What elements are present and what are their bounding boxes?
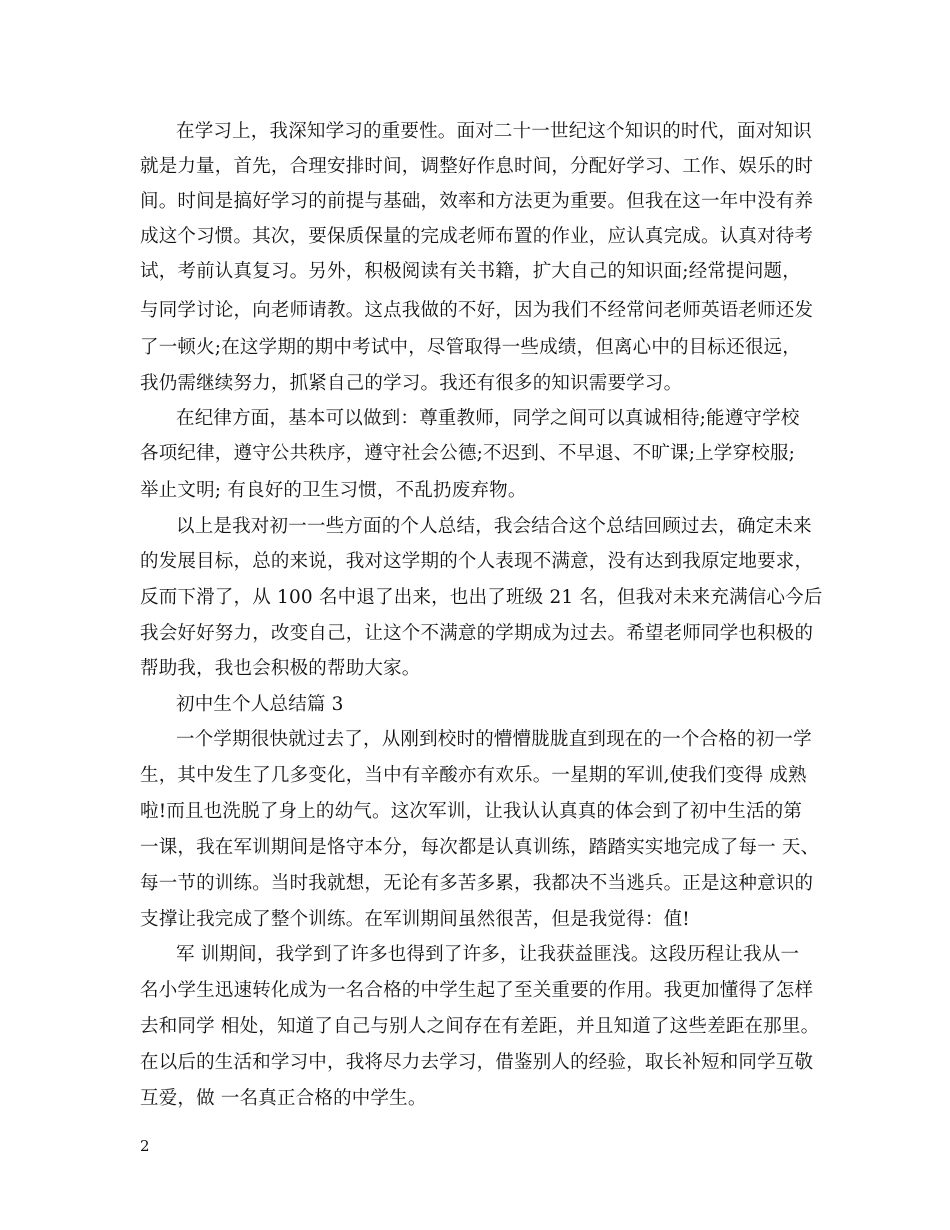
text-line: 一课，我在军训期间是恪守本分，每次都是认真训练，踏踏实实地完成了每一 天、 bbox=[140, 837, 820, 858]
text-line: 了一顿火;在这学期的期中考试中，尽管取得一些成绩，但离心中的目标还很远， bbox=[140, 337, 801, 358]
text-line: 举止文明; 有良好的卫生习惯，不乱扔废弃物。 bbox=[140, 480, 527, 501]
text-line: 去和同学 相处，知道了自己与别人之间存在有差距，并且知道了这些差距在那里。 bbox=[140, 1016, 820, 1037]
text-line: 与同学讨论，向老师请教。这点我做的不好，因为我们不经常问老师英语老师还发 bbox=[140, 300, 814, 321]
text-line: 帮助我，我也会积极的帮助大家。 bbox=[140, 658, 421, 679]
text-line: 支撑让我完成了整个训练。在军训期间虽然很苦，但是我觉得：值! bbox=[140, 909, 690, 930]
text-line: 军 训期间，我学到了许多也得到了许多，让我获益匪浅。这段历程让我从一 bbox=[176, 944, 800, 965]
text-line: 每一节的训练。当时我就想，无论有多苦多累，我都决不当逃兵。正是这种意识的 bbox=[140, 873, 814, 894]
text-line: 在纪律方面，基本可以做到：尊重教师，同学之间可以真诚相待;能遵守学校 bbox=[176, 408, 800, 429]
text-line: 生，其中发生了几多变化，当中有辛酸亦有欢乐。一星期的军训,使我们变得 成熟 bbox=[140, 765, 807, 786]
text-line: 互爱，做 一名真正合格的中学生。 bbox=[140, 1088, 427, 1109]
text-line: 的发展目标，总的来说，我对这学期的个人表现不满意，没有达到我原定地要求， bbox=[140, 551, 814, 572]
text-line: 在学习上，我深知学习的重要性。面对二十一世纪这个知识的时代，面对知识 bbox=[176, 121, 812, 142]
text-line: 反而下滑了，从 100 名中退了出来，也出了班级 21 名，但我对未来充满信心今后 bbox=[140, 587, 823, 608]
text-line: 我仍需继续努力，抓紧自己的学习。我还有很多的知识需要学习。 bbox=[140, 373, 683, 394]
text-line: 在以后的生活和学习中，我将尽力去学习，借鉴别人的经验，取长补短和同学互敬 bbox=[140, 1052, 814, 1073]
text-line: 成这个习惯。其次，要保质保量的完成老师布置的作业，应认真完成。认真对待考 bbox=[140, 226, 814, 247]
section-heading: 初中生个人总结篇 3 bbox=[176, 694, 344, 715]
text-line: 啦!而且也洗脱了身上的幼气。这次军训，让我认认真真的体会到了初中生活的第 bbox=[140, 801, 803, 822]
text-line: 名小学生迅速转化成为一名合格的中学生起了至关重要的作用。我更加懂得了怎样 bbox=[140, 980, 814, 1001]
text-line: 一个学期很快就过去了，从刚到校时的懵懵胧胧直到现在的一个合格的初一学 bbox=[176, 729, 812, 750]
text-line: 就是力量，首先，合理安排时间，调整好作息时间，分配好学习、工作、娱乐的时 bbox=[140, 156, 814, 177]
text-line: 各项纪律，遵守公共秩序，遵守社会公德;不迟到、不早退、不旷课;上学穿校服; bbox=[140, 443, 796, 464]
page-number: 2 bbox=[140, 1137, 150, 1155]
text-line: 间。时间是搞好学习的前提与基础，效率和方法更为重要。但我在这一年中没有养 bbox=[140, 191, 814, 212]
text-line: 以上是我对初一一些方面的个人总结，我会结合这个总结回顾过去，确定未来 bbox=[176, 516, 812, 537]
text-line: 我会好好努力，改变自己，让这个不满意的学期成为过去。希望老师同学也积极的 bbox=[140, 623, 814, 644]
text-line: 试，考前认真复习。另外，积极阅读有关书籍，扩大自己的知识面;经常提问题， bbox=[140, 261, 801, 282]
